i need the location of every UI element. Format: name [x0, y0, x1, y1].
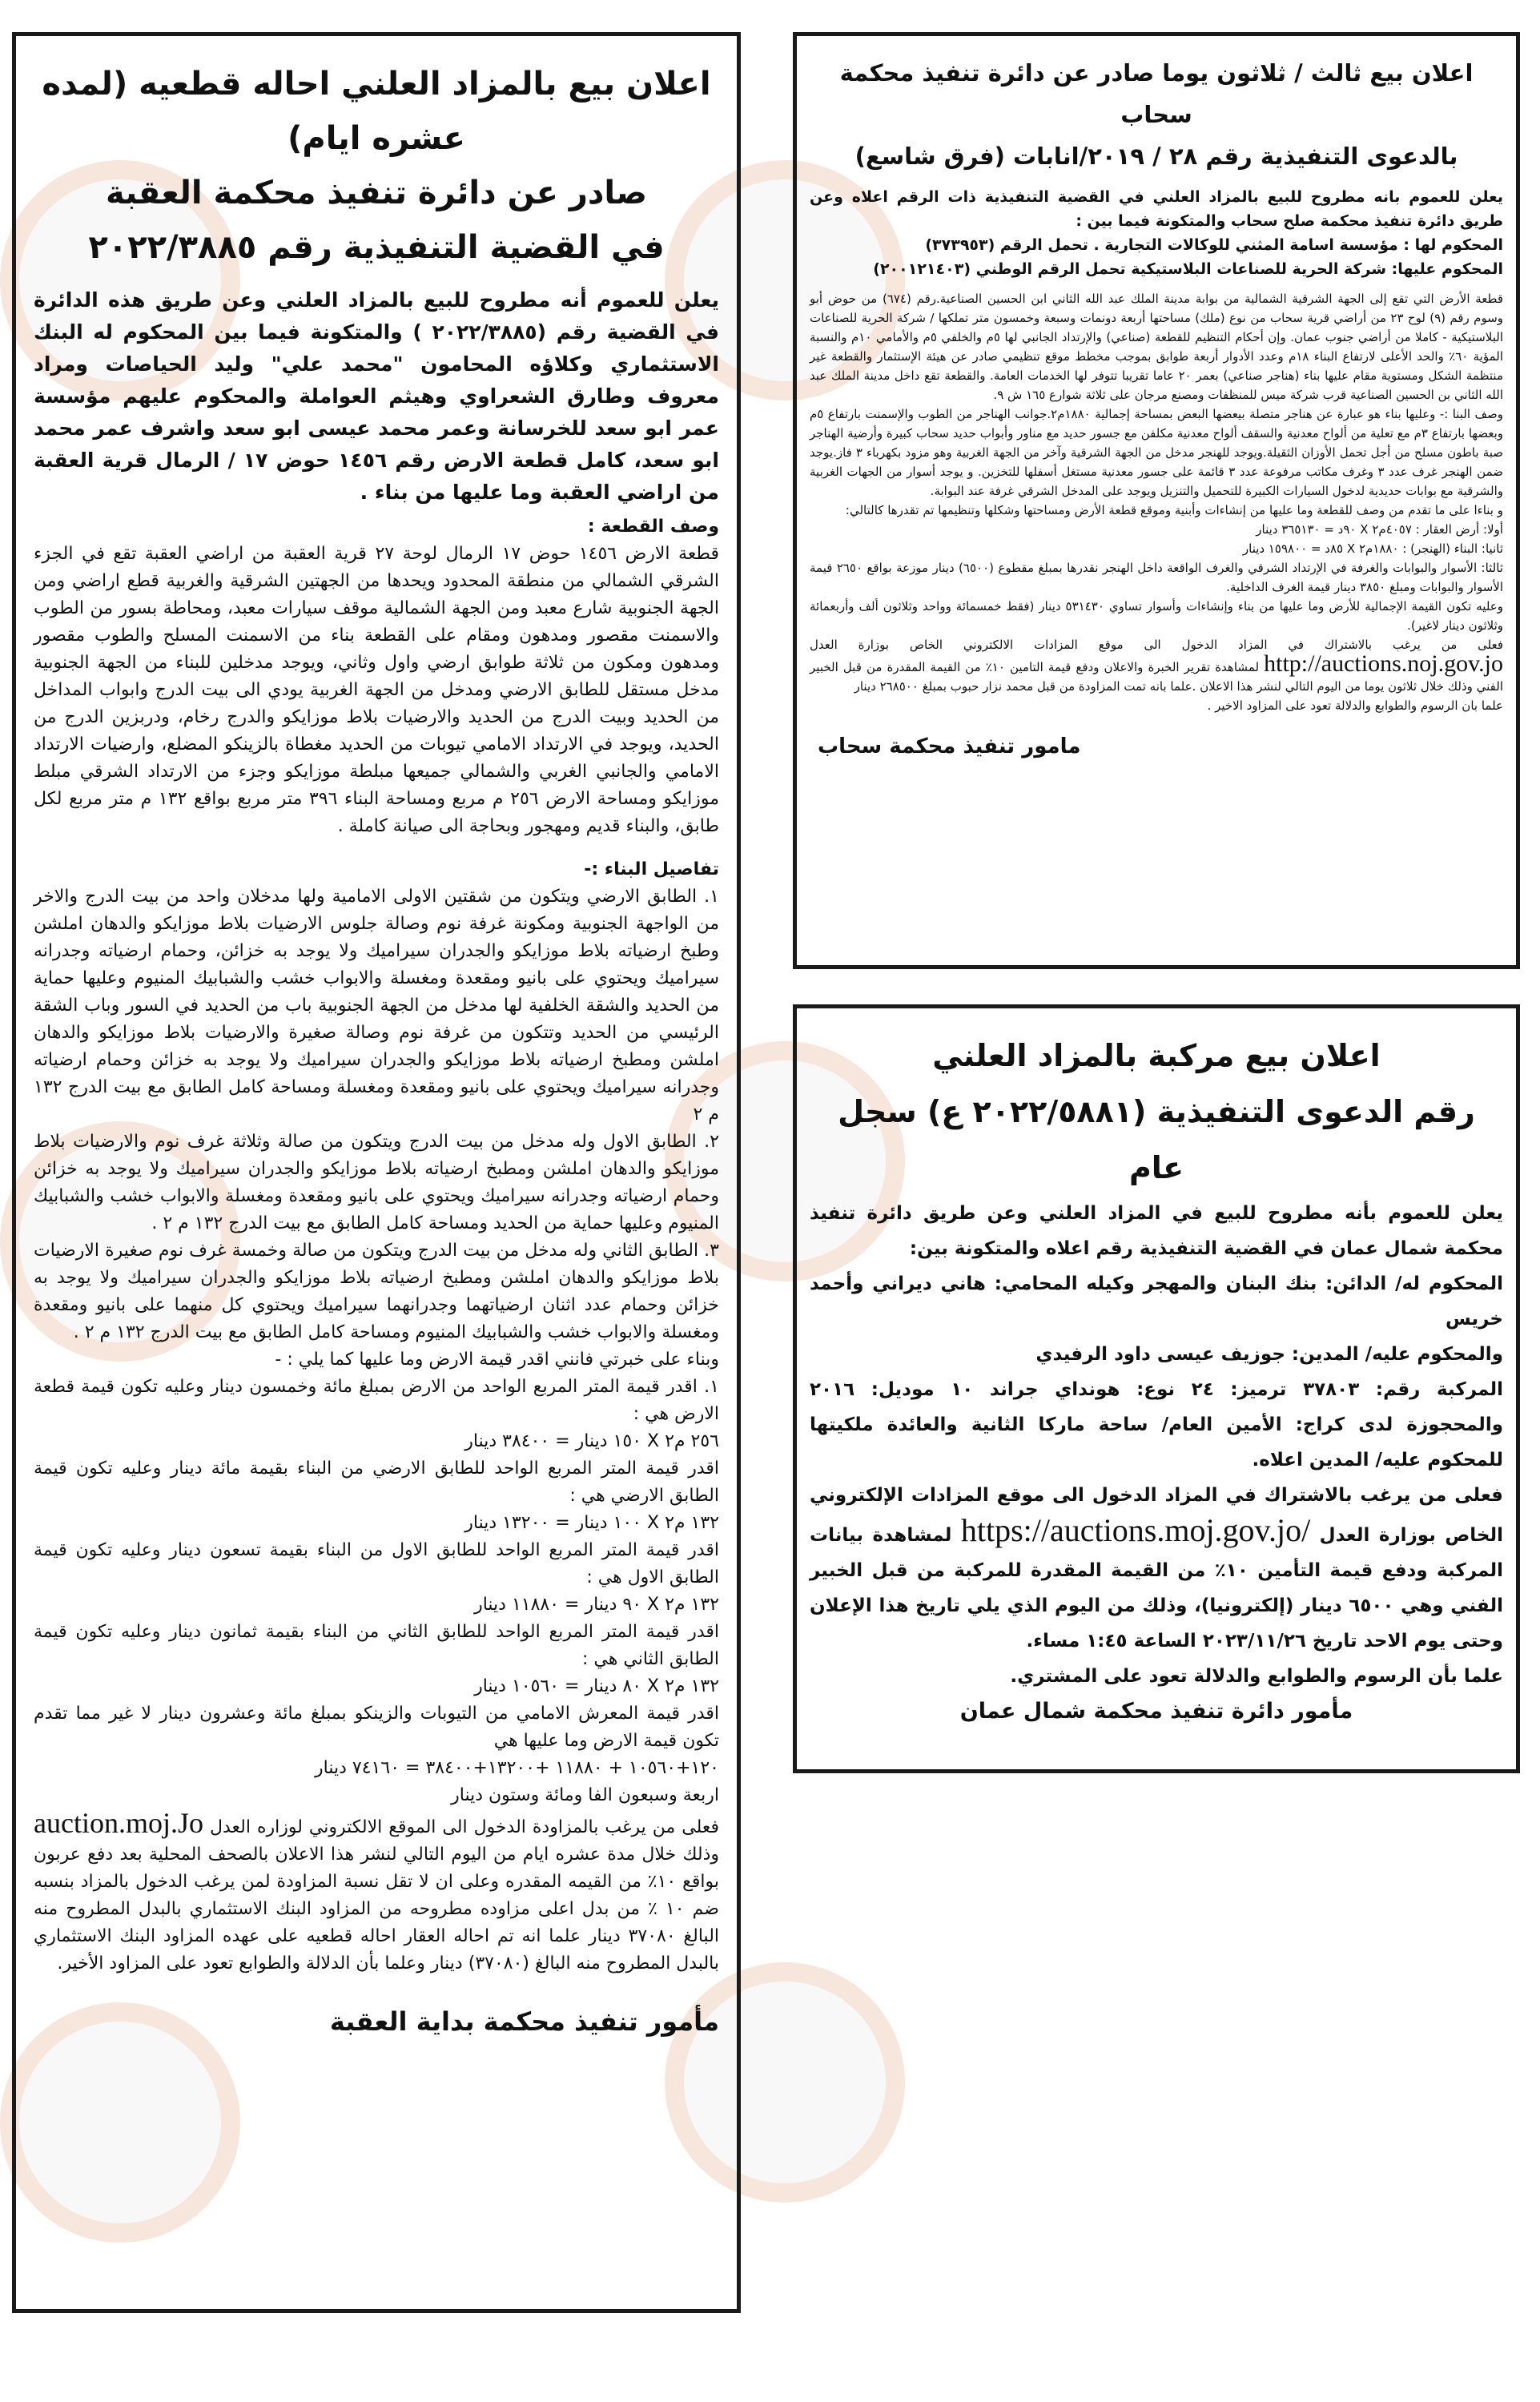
auction-url-link[interactable]: auction.moj.Jo — [34, 1807, 203, 1839]
aqaba-property-auction-notice — [12, 32, 741, 2313]
valuation-text: اقدر قيمة المتر المربع الواحد للطابق الارضي من البناء بقيمة مائة دينار وعليه تكون قيمة الطابق الارضي هي : — [34, 1459, 719, 1506]
building-details-label: تفاصيل البناء :- — [584, 859, 719, 879]
fees-note: علما بان الرسوم والطوابع والدلالة تعود على المزاود الاخير . — [1207, 698, 1503, 713]
floor-description: ٣. الطابق الثاني وله مدخل من بيت الدرج ويتكون من صالة وخمسة غرف نوم صغيرة الارضيات بلاط موزايكو والدهان املشن ومطبخ ارضياته بلاط موزايكو والجدران سيراميك ولا يوجد به خزائن وحمام عدد اثنان ارضياتهما وجدرانهما سيراميك ويحتوي كل منهما على بانيو ومقعدة ومغسلة والابواب خشب والشبابيك المنيوم ومساحة كامل الطابق مع بيت الدرج ١٣٢ م ٢ . — [34, 1241, 719, 1342]
plot-description-label: وصف القطعة : — [587, 517, 719, 537]
sahab-property-auction-notice — [793, 32, 1520, 969]
right-column — [793, 32, 1520, 1773]
notice-title: صادر عن دائرة تنفيذ محكمة العقبة — [105, 175, 648, 211]
plot-description: قطعة الارض ١٤٥٦ حوض ١٧ الرمال لوحة ٢٧ قرية العقبة من اراضي العقبة تقع في الجزء الشرقي الشمالي من منطقة المحدود ويحدها من الجهتين الشرقية والغربية قطع اراضي ومن الجهة الجنوبية شارع معبد ومن الجهة الشمالية موقف سيارات معبد، ومحاطة بسور من الطوب والاسمنت مقصور ومدهون ومقام على القطعة بناء من الاسمنت المسلح والطوب مقصور ومدهون ومكون من ثلاثة طوابق ارضي واول وثاني، ويوجد مدخلين للبناء من الجهة الجنوبية مدخل مستقل للطابق الارضي ومدخل من الجهة الغربية يودي الى بيت الدرج وابواب المداخل من الحديد وبيت الدرج من الحديد والارضيات بلاط موزايكو والدرج رخام، ودربزين الدرج من الحديد، ويوجد في الارتداد الامامي تيوبات من الحديد مغطاة بالزينكو المضلع، وارضيات الارتداد الامامي والجانبي الغربي والشمالي جميعها مبلطة موزايكو وجزء من الارتداد الشرقي مبلط موزايكو ومساحة الارض ٢٥٦ م مربع ومساحة البناء ٣٩٦ متر مربع بواقع ١٣٢ م متر مربع لكل طابق، والبناء قديم ومهجور وبحاجة الى صيانة كاملة . — [34, 544, 720, 836]
auction-url-link[interactable]: https://auctions.moj.gov.jo/ — [960, 1512, 1311, 1548]
auction-url-link[interactable]: http://auctions.noj.gov.jo — [1264, 650, 1503, 677]
debtor: والمحكوم عليه/ المدين: جوزيف عيسى داود الرفيدي — [1035, 1344, 1503, 1365]
vehicle-auction-notice — [793, 1004, 1520, 1773]
closing-text — [810, 635, 1503, 696]
canopy-valuation: اقدر قيمة المعرش الامامي من التيوبات والزينكو بمبلغ مائة وعشرون دينار لا غير مما تقدم تكون قيمة الارض وما عليها هي — [34, 1704, 719, 1751]
closing-part-a: فعلى من يرغب بالمزاودة الدخول الى الموقع الالكتروني لوزاره العدل — [210, 1817, 719, 1837]
total-calc: ١٢٠+١٠٥٦٠ + ١١٨٨٠ +١٣٢٠٠+٣٨٤٠٠ = ٧٤١٦٠ دينار — [315, 1758, 719, 1778]
notice-title: اعلان بيع بالمزاد العلني احاله قطعيه (لمده عشره ايام) — [42, 66, 711, 157]
notice-title: في القضية التنفيذية رقم ٢٠٢٢/٣٨٨٥ — [88, 229, 665, 266]
closing-part-b: لمشاهدة تقرير الخبرة والاعلان ودفع قيمة التامين ١٠٪ من القيمة المقدرة من قبل الخبير الفني وذلك خلال ثلاثون يوما من اليوم التالي لنشر هذا الاعلان .علما بانه تمت المزاودة من قبل محمد نزار حبوب بمبلغ ٢٦٨٥٠٠ دينار — [810, 660, 1503, 694]
closing-part-a: فعلى من يرغب بالاشتراك في المزاد الدخول الى موقع المزادات الالكتروني الخاص بوزارة العدل — [810, 638, 1503, 652]
valuation-text: اقدر قيمة المتر المربع الواحد للطابق الاول من البناء بقيمة تسعون دينار وعليه تكون قيمة الطابق الاول هي : — [34, 1540, 719, 1587]
debtor: المحكوم عليها: شركة الحرية للصناعات البلاستيكية تحمل الرقم الوطني (٢٠٠١٢١٤٠٣) — [873, 260, 1503, 278]
valuation-calc: ١٣٢ م٢ X ٨٠ دينار = ١٠٥٦٠ دينار — [474, 1676, 719, 1696]
closing-part-b: لمشاهدة بيانات المركبة ودفع قيمة التأمين ١٠٪ من القيمة المقدرة للمركبة من قبل الخبير الفني وهي ٦٥٠٠ دينار (إلكترونيا)، وذلك من اليوم الذي يلي تاريخ هذا الإعلان وحتى يوم الاحد تاريخ ٢٠٢٣/١١/٢٦ الساعة ١:٤٥ مساء. — [810, 1525, 1504, 1652]
vehicle-details: المركبة رقم: ٣٧٨٠٣ ترميز: ٢٤ نوع: هونداي جراند ١٠ موديل: ٢٠١٦ والمحجوزة لدى كراج: الأمين العام/ ساحة ماركا الثانية والعائدة ملكيتها للمحكوم عليه/ المدين اعلاه. — [810, 1379, 1503, 1471]
building-description: وصف البنا :- وعليها بناء هو عبارة عن هناجر متصلة بيعضها البعض بمساحة إجمالية ١٨٨٠م٢.جوانب الهناجر من الطوب والإسمنت بارتفاع ٥م وبعضها بارتفاع ٣م مع تعلية من ألواح معدنية والسقف ألواح معدنية مكلفن مع جسور حديد مع مناور وأبواب حديد سحاب كبيرة وأرضية الهناجر صبة باطون مسلح من أجل تحمل الأوزان الثقيلة.ويوجد للهنجر مدخل من الجهة الشرقية وآخر من الجهة الغربية وهو مزود بكهرباء ٣ فاز.يوجد ضمن الهنجر غرف عدد ٣ وغرف مكاتب مرفوعة عدد ٣ قائمة على جسور معدنية مستغل أسفلها للتخزين. و يوجد أسوار من الجهات الغربية والشرقية مع بوابات حديدية لدخول السيارات الكبيرة للتحميل والتنزيل ويوجد على المدخل الشرقي غرفة عند البوابة. — [810, 407, 1504, 498]
notice-intro: يعلن للعموم بانه مطروح للبيع بالمزاد العلني في القضية التنفيذية ذات الرقم اعلاه وعن طريق دائرة تنفيذ محكمة صلح سحاب والمتكونة فيما بين : — [810, 188, 1503, 230]
closing-text — [810, 1478, 1503, 1659]
valuation-calc: ١٣٢ م٢ X ٩٠ دينار = ١١٨٨٠ دينار — [474, 1595, 719, 1615]
land-description: قطعة الأرض التي تقع إلى الجهة الشرقية الشمالية من بوابة مدينة الملك عبد الله الثاني ابن الحسين الصناعية.رقم (٦٧٤) من حوض أبو وسوم رقم (٩) لوح ٢٣ من أراضي قرية سحاب من نوع (ملك) مساحتها أربعة دونمات وسبعة وخمسون متر تملكها / شركة الحرية للصناعات البلاستيكية - كاملا من أراضي جنوب عمان. وإن أحكام التنظيم للقطعة (صناعي) والإرتداد الجانبي لها ٥م والخلفي ٥م والأمامي ١٠م والنسبة المؤية ٦٠٪ والحد الأعلى لارتفاع البناء ١٨م وعدد الأدوار أربعة طوابق بموجب مخطط موقع تنظيمي صادر عن هيئة الإستثمار والقطعة غير منتظمة الشكل ومستوية مقام عليها بناء (هناجر صناعي) بعمر ٢٠ عاما تقريبا تتوفر لها الخدمات العامة. والقطعة تقع داخل مدينة الملك عبد الله الثاني بن الحسين الصناعية قرب شركة ميس للمنظفات ومصنع مرجان على ثلاثة شوارع ١٦٥ ش ٩. — [810, 292, 1504, 402]
closing-part-b: وذلك خلال مدة عشره ايام من اليوم التالي لنشر هذا الاعلان بالصحف المحلية بعد دفع عربون بواقع ١٠٪ من القيمه المقدره وعلى ان لا تقل نسبة المزاودة لمن يرغب الدخول بالمزاد بنسبه ضم ١٠ ٪ من بدل اعلى مزاوده مطروحه من المزاود البنك الاستثماري بالبدل المطروح منه البالغ ٣٧٠٨٠ دينار علما انه تم احاله العقار احاله قطعيه على عهده المزاود البنك الاستثماري بالبدل المطروح منه البالغ (٣٧٠٨٠) دينار وعلما بأن الدلالة والطوابع تعود على المزاود الأخير. — [34, 1845, 720, 1974]
total-words: اربعة وسبعون الفا ومائة وستون دينار — [451, 1785, 719, 1805]
valuation-calc: ٢٥٦ م٢ X ١٥٠ دينار = ٣٨٤٠٠ دينار — [464, 1431, 719, 1451]
creditor: المحكوم له/ الدائن: بنك البنان والمهجر وكيله المحامي: هاني ديراني وأحمد خريس — [810, 1273, 1503, 1330]
closing-text — [34, 1809, 719, 1978]
valuation-text: ١. اقدر قيمة المتر المربع الواحد من الارض بمبلغ مائة وخمسون دينار وعليه تكون قيمة قطعة الارض هي : — [34, 1377, 719, 1424]
creditor: المحكوم لها : مؤسسة اسامة المثني للوكالات التجارية . تحمل الرقم (٣٧٣٩٥٣) — [925, 236, 1503, 254]
closing-part-a: فعلى من يرغب بالاشتراك في المزاد الدخول الى موقع المزادات الإلكتروني الخاص بوزارة العدل — [810, 1485, 1503, 1546]
notice-intro: يعلن للعموم أنه مطروح للبيع بالمزاد العلني وعن طريق هذه الدائرة في القضية رقم (٢٠٢٢/٣٨٨٥ ) والمتكونة فيما بين المحكوم له البنك الاستثماري وكلاؤه المحامون "محمد علي" وليد الحياصات ومراد معروف وطارق الشعراوي وهيثم العواملة والمحكوم عليهم مؤسسة عمر ابو سعد للخرسانة وعمر محمد عيسى ابو سعد واشرف عمر محمد ابو سعد، كامل قطعة الارض رقم ١٤٥٦ حوض ١٧ / الرمال قرية العقبة من اراضي العقبة وما عليها من بناء . — [34, 288, 719, 504]
valuation-walls: ثالثا: الأسوار والبوابات والغرفة في الإرتداد الشرقي والغرف الواقعة داخل الهنجر نقدرها بمبلغ مقطوع (٦٥٠٠) دينار موزعة بواقع ٢٦٥٠ قيمة الأسوار والبوابات ومبلغ ٣٨٥٠ دينار قيمة الغرف الداخلية. — [810, 561, 1503, 594]
valuation-intro: و بناءا على ما تقدم من وصف للقطعة وما عليها من إنشاءات وأبنية وموقع قطعة الأرض ومساحتها وشكلها وتنظيمها تم تقدرها كالتالي: — [845, 503, 1503, 517]
notice-title: اعلان بيع ثالث / ثلاثون يوما صادر عن دائرة تنفيذ محكمة سحاب — [839, 59, 1474, 128]
signature: مامور تنفيذ محكمة سحاب — [818, 734, 1081, 758]
notice-title: اعلان بيع مركبة بالمزاد العلني — [932, 1038, 1381, 1073]
valuation-text: اقدر قيمة المتر المربع الواحد للطابق الثاني من البناء بقيمة ثمانون دينار وعليه تكون قيمة الطابق الثاني هي : — [34, 1622, 719, 1669]
signature: مأمور دائرة تنفيذ محكمة شمال عمان — [959, 1699, 1353, 1724]
signature: مأمور تنفيذ محكمة بداية العقبة — [329, 2006, 719, 2037]
valuation-land: أولا: أرض العقار : ٤٠٥٧م٢ X ٩٠د = ٣٦٥١٣٠ دينار — [1256, 522, 1503, 537]
valuation-intro: وبناء على خبرتي فانني اقدر قيمة الارض وما عليها كما يلي : - — [275, 1350, 719, 1370]
valuation-total: وعليه تكون القيمة الإجمالية للأرض وما عليها من بناء وإنشاءات وأسوار تساوي ٥٣١٤٣٠ دينار (فقط خمسمائة وواحد وثلاثون ألف وأربعمائة وثلاثون دينار لاغير). — [810, 599, 1503, 633]
floor-description: ١. الطابق الارضي ويتكون من شقتين الاولى الامامية ولها مدخلان واحد من بيت الدرج والاخر من الواجهة الجنوبية ومكونة غرفة نوم وصالة جلوس الارضيات بلاط موزايكو والدهان املشن وطبخ ارضياته بلاط موزايكو والجدران سيراميك ولا يوجد به خزائن، وحمام ارضياته وجدرانه سيراميك ويحتوي على بانيو ومقعدة ومغسلة والابواب خشب والشبابيك المنيوم وعليها حماية من الحديد والشقة الخلفية لها مدخل من الجهة الجنوبية باب من الحديد في السور وباب الشقة الرئيسي من الحديد وتتكون من غرفة نوم وصالة صغيرة والارضيات بلاط موزايكو والدهان املشن ومطبخ ارضياته بلاط موزايكو والجدران سيراميك ولا يوجد به خزائن وحمام ارضياته وجدرانه سيراميك ويحتوي على بانيو ومقعدة ومغسلة ومساحة كامل الطابق مع بيت الدرج ١٣٢ م ٢ — [34, 887, 719, 1125]
valuation-calc: ١٣٢ م٢ X ١٠٠ دينار = ١٣٢٠٠ دينار — [464, 1513, 719, 1533]
notice-title: بالدعوى التنفيذية رقم ٢٨ / ٢٠١٩/انابات (فرق شاسع) — [854, 143, 1458, 170]
floor-description: ٢. الطابق الاول وله مدخل من بيت الدرج ويتكون من صالة وثلاثة غرف نوم والارضيات بلاط موزايكو والدهان املشن ومطبخ ارضياته بلاط موزايكو والجدران سيراميك ولا يوجد به خزائن وحمام ارضياته وجدرانه سيراميك ويحتوي على بانيو ومقعدة ومغسلة والابواب خشب والشبابيك المنيوم وعليها حماية من الحديد ومساحة كامل الطابق مع بيت الدرج ١٣٢ م ٢ . — [34, 1132, 719, 1233]
fees-note: علما بأن الرسوم والطوابع والدلالة تعود على المشتري. — [1010, 1666, 1503, 1687]
notice-title: رقم الدعوى التنفيذية (٢٠٢٢/٥٨٨١ ع) سجل عام — [838, 1094, 1475, 1185]
notice-intro: يعلن للعموم بأنه مطروح للبيع في المزاد العلني وعن طريق دائرة تنفيذ محكمة شمال عمان في القضية التنفيذية رقم اعلاه والمتكونة بين: — [810, 1203, 1503, 1259]
valuation-building: ثانيا: البناء (الهنجر) : ١٨٨٠م٢ X ٨٥د = ١٥٩٨٠٠ دينار — [1242, 541, 1503, 556]
